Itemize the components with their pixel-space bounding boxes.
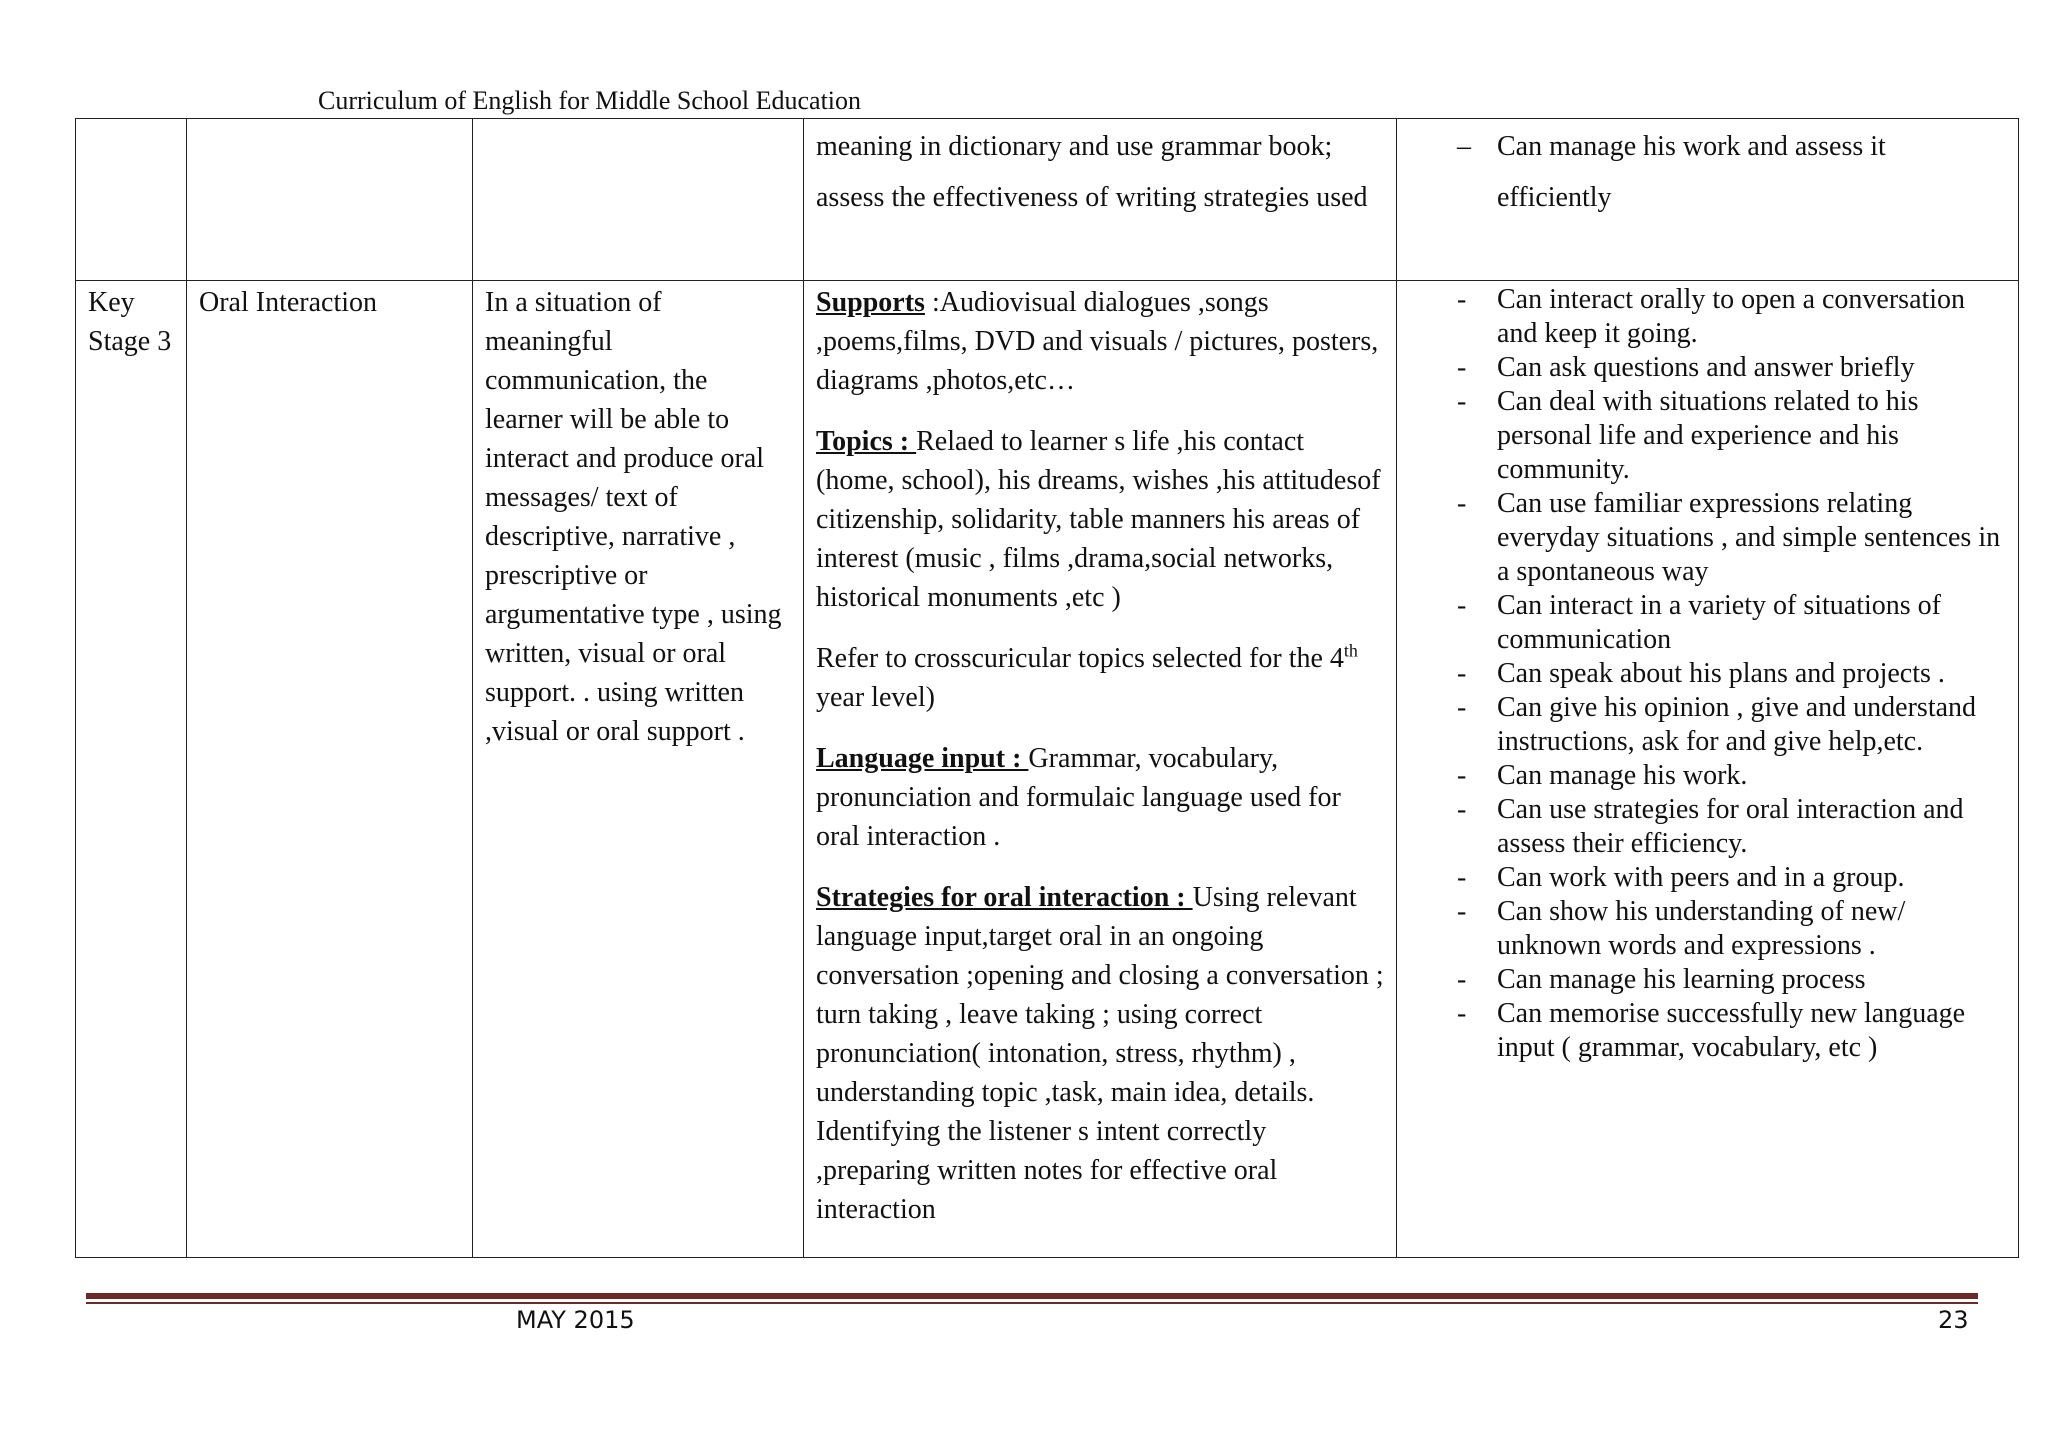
footer-rule-thin <box>86 1302 1978 1304</box>
outcomes-cell <box>1397 281 2019 1258</box>
supports-paragraph <box>816 283 1384 400</box>
topics-label: Topics : <box>816 426 917 457</box>
page-number: 23 <box>1938 1306 1969 1334</box>
curriculum-table <box>75 118 2019 1258</box>
footer-rule <box>86 1293 1978 1299</box>
cont-resources-cell: meaning in dictionary and use grammar book; assess the effectiveness of writing strategies used <box>804 119 1397 281</box>
list-item: - Can interact in a variety of situations of communication <box>1409 589 2006 657</box>
supports-label: Supports <box>816 287 925 318</box>
continuation-row <box>76 119 2019 281</box>
language-label: Language input : <box>816 743 1029 774</box>
list-item: - Can manage his work. <box>1409 759 2006 793</box>
list-item: - Can use strategies for oral interaction and assess their efficiency. <box>1409 793 2006 861</box>
refer-superscript: th <box>1343 640 1358 661</box>
supports-text: :Audiovisual dialogues ,songs ,poems,films, DVD and visuals / pictures, posters, diagrams ,photos,etc… <box>816 287 1379 396</box>
list-item: - Can work with peers and in a group. <box>1409 861 2006 895</box>
cont-stage-cell <box>76 119 187 281</box>
list-item: - Can ask questions and answer briefly <box>1409 351 2006 385</box>
competency-cell: Oral Interaction <box>187 281 473 1258</box>
description-cell: In a situation of meaningful communication, the learner will be able to interact and produce oral messages/ text of descriptive, narrative , prescriptive or argumentative type , using written, visual or oral support. . using written ,visual or oral support . <box>473 281 804 1258</box>
list-item: - Can deal with situations related to his personal life and experience and his community. <box>1409 385 2006 487</box>
strategies-text: Using relevant language input,target oral in an ongoing conversation ;opening and closing a conversation ; turn taking , leave taking ; using correct pronunciation( intonation, stress, rhythm) , understanding topic ,task, main idea, details. Identifying the listener s intent correctly ,preparing written notes for effective oral interaction <box>816 882 1384 1225</box>
refer-text: Refer to crosscuricular topics selected for the 4 <box>816 643 1344 674</box>
list-item: - Can give his opinion , give and understand instructions, ask for and give help,etc. <box>1409 691 2006 759</box>
footer-date: MAY 2015 <box>516 1306 635 1334</box>
cont-outcomes-list <box>1409 121 2006 223</box>
refer-paragraph <box>816 639 1384 717</box>
topics-paragraph <box>816 422 1384 617</box>
list-item: - Can memorise successfully new language input ( grammar, vocabulary, etc ) <box>1409 997 2006 1065</box>
outcomes-list <box>1409 283 2006 1065</box>
resources-cell <box>804 281 1397 1258</box>
list-item: - Can manage his learning process <box>1409 963 2006 997</box>
list-item: - Can show his understanding of new/ unknown words and expressions . <box>1409 895 2006 963</box>
topics-text: Relaed to learner s life ,his contact (home, school), his dreams, wishes ,his attitudesof citizenship, solidarity, table manners his areas of interest (music , films ,drama,social networks, historical monuments ,etc ) <box>816 426 1381 613</box>
refer-end: year level) <box>816 682 935 713</box>
stage-cell: Key Stage 3 <box>76 281 187 1258</box>
language-paragraph <box>816 739 1384 856</box>
list-item: - Can interact orally to open a conversation and keep it going. <box>1409 283 2006 351</box>
table-row <box>76 281 2019 1258</box>
cont-competency-cell <box>187 119 473 281</box>
list-item: – Can manage his work and assess it efficiently <box>1409 121 2006 223</box>
strategies-label: Strategies for oral interaction : <box>816 882 1193 913</box>
language-text: Grammar, vocabulary, pronunciation and formulaic language used for oral interaction . <box>816 743 1341 852</box>
cont-description-cell <box>473 119 804 281</box>
strategies-paragraph <box>816 878 1384 1229</box>
list-item: - Can speak about his plans and projects . <box>1409 657 2006 691</box>
document-header: Curriculum of English for Middle School Education <box>318 86 862 115</box>
list-item: - Can use familiar expressions relating everyday situations , and simple sentences in a spontaneous way <box>1409 487 2006 589</box>
cont-outcomes-cell <box>1397 119 2019 281</box>
